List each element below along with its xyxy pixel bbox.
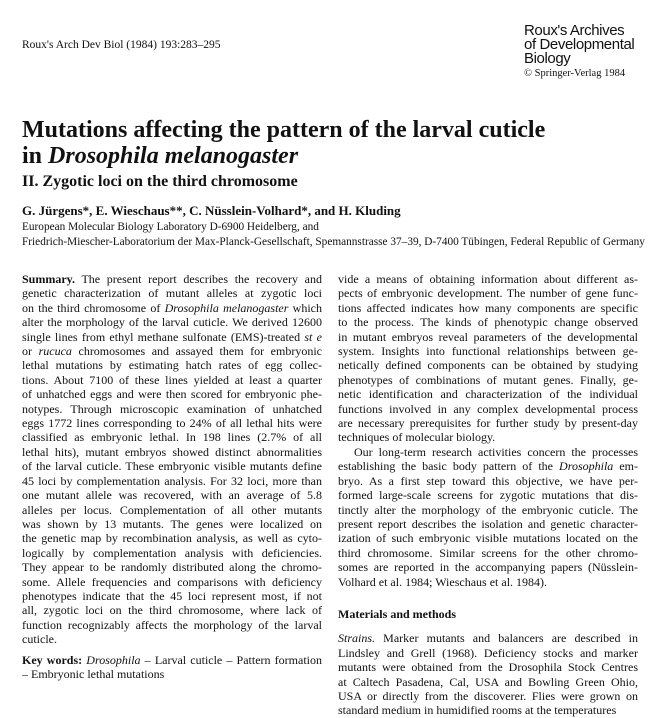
intro-paragraph <box>338 445 638 589</box>
text-line: bryo. As a first step toward this objective, we have per- <box>338 473 638 488</box>
keywords-line <box>22 653 322 667</box>
text-line: at Caltech Pasadena, Cal, USA and Bowling Green Ohio, <box>338 674 638 689</box>
text-line: classified as embryonic lethal. In 198 lines (2.7% of all <box>22 430 322 445</box>
text-line: USA or directly from the discoverer. Flies were grown on <box>338 688 638 703</box>
text-line: lethal hits), mutant embryos showed distinct abnormalities <box>22 444 322 459</box>
text-line: ization of such embryonic visible mutations located on the <box>338 531 638 546</box>
text-line: somes are reported in the accompanying papers (Nüsslein- <box>338 560 638 575</box>
text-line: Strains. Marker mutants and balancers are described in <box>338 631 638 646</box>
intro-paragraph <box>338 272 638 445</box>
text-line: or rucuca chromosomes and assayed them for embryonic <box>22 344 322 359</box>
text-line: lethal mutations by estimating hatch rates of egg collec- <box>22 358 322 373</box>
text-line: alter the morphology of the larval cuticle. We derived 12600 <box>22 315 322 330</box>
title-prefix: in <box>22 143 49 169</box>
text-line: in mutant embryos reveal parameters of the developmental <box>338 329 638 344</box>
text-line: third chromosome. Similar screens for the other chromo- <box>338 545 638 560</box>
text-line: netic identification and characterization of the individual <box>338 387 638 402</box>
text-line: establishing the basic body pattern of the Drosophila em- <box>338 459 638 474</box>
text-line: cuticle. <box>22 632 57 647</box>
journal-name-line: Biology <box>524 50 571 67</box>
paper-subtitle: II. Zygotic loci on the third chromosome <box>22 173 298 190</box>
affiliation-line: Friedrich-Miescher-Laboratorium der Max-Planck-Gesellschaft, Spemannstrasse 37–39, D-7400 Tübingen, Federal Republic of Germany <box>22 236 645 248</box>
text-line: present report describes the isolation and genetic character- <box>338 516 638 531</box>
paragraph-label: Strains. <box>338 631 376 646</box>
strains-paragraph <box>338 631 638 717</box>
text-line: phenotypes indicate that the 45 loci represent most, if not <box>22 588 322 603</box>
text-line: single lines from ethyl methane sulfonate (EMS)-treated st e <box>22 329 322 344</box>
text-line: formed large-scale screens for zygotic mutations that dis- <box>338 488 638 503</box>
text-line: tions affected indicates how many components are specific <box>338 300 638 315</box>
journal-citation: Roux's Arch Dev Biol (1984) 193:283–295 <box>22 39 221 51</box>
journal-name-line: of Developmental <box>524 36 635 53</box>
text-line: phenotypes of combinations of mutant genes. Finally, ge- <box>338 372 638 387</box>
species-name: Drosophila melanogaster <box>48 143 299 169</box>
text-line: all, zygotic loci on the third chromosome, where lack of <box>22 603 322 618</box>
journal-name <box>524 24 654 66</box>
text-line: pects of embryonic development. The number of gene func- <box>338 286 638 301</box>
text-line: one mutant allele was recovered, with an average of 5.8 <box>22 488 322 503</box>
text-line: Summary. The present report describes the recovery and <box>22 272 322 286</box>
text-line: tinctly alter the morphology of the embryonic cuticle. The <box>338 502 638 517</box>
text-line: Lindsley and Grell (1968). Deficiency stocks and marker <box>338 645 638 660</box>
text-line: on the third chromosome of Drosophila melanogaster which <box>22 300 322 315</box>
copyright-notice: © Springer-Verlag 1984 <box>524 68 626 79</box>
paragraph-label: Summary. <box>22 272 76 286</box>
text-line: mutants were obtained from the Drosophila Stock Centres <box>338 660 638 675</box>
text-line: tions. About 7100 of these lines yielded at least a quarter <box>22 372 322 387</box>
text-line: alleles per locus. Complementation of all other mutants <box>22 502 322 517</box>
text-line: Volhard et al. 1984; Wieschaus et al. 1984). <box>338 574 548 589</box>
paper-title <box>22 117 642 169</box>
keywords-label: Key words: <box>22 652 83 667</box>
text-line: standard medium in humidified rooms at the temperatures <box>338 703 617 718</box>
text-line: logically by complementation analysis with deficiencies. <box>22 545 322 560</box>
affiliations <box>22 220 658 250</box>
text-line: to the process. The kinds of phenotypic change observed <box>338 315 638 330</box>
keywords-block <box>22 653 322 682</box>
text-line: the genetic map by recombination analysis, as well as cyto- <box>22 531 322 546</box>
text-line: notypes. Through microscopic examination of unhatched <box>22 401 322 416</box>
text-line: some. Allele frequencies and comparisons with deficiency <box>22 574 322 589</box>
keywords-line: – Embryonic lethal mutations <box>22 666 165 681</box>
summary-paragraph <box>22 272 322 647</box>
journal-name-line: Roux's Archives <box>524 22 625 39</box>
text-line: are necessary prerequisites for further study by present-day <box>338 416 638 431</box>
journal-masthead <box>524 24 654 79</box>
text-line: genetic characterization of mutant alleles at zygotic loci <box>22 286 322 301</box>
text-line: techniques of molecular biology. <box>338 430 496 445</box>
text-line: eggs 1772 lines corresponding to 24% of all lethal hits were <box>22 416 322 431</box>
text-line: They appear to be randomly distributed along the chromo- <box>22 560 322 575</box>
text-line: was shown by 13 mutants. The genes were localized on <box>22 516 322 531</box>
title-line: Mutations affecting the pattern of the larval cuticle <box>22 117 546 143</box>
text-line: function recognizably affects the morphology of the larval <box>22 617 322 632</box>
author-list: G. Jürgens*, E. Wieschaus**, C. Nüsslein-Volhard*, and H. Kluding <box>22 203 401 218</box>
title-line <box>22 143 642 169</box>
section-heading: Materials and methods <box>338 606 456 621</box>
affiliation-line: European Molecular Biology Laboratory D-6900 Heidelberg, and <box>22 221 319 233</box>
keywords-text: Drosophila – Larval cuticle – Pattern formation <box>86 652 322 667</box>
text-line: functions involved in any complex developmental process <box>338 401 638 416</box>
text-line: system. Insights into functional relationships between ge- <box>338 344 638 359</box>
text-line: of the larval cuticle. These embryonic visible mutants define <box>22 459 322 474</box>
right-column <box>338 272 638 718</box>
text-line: vide a means of obtaining information about different as- <box>338 272 638 286</box>
text-line: netically defined components can be obtained by studying <box>338 358 638 373</box>
text-line: of unhatched eggs and were then scored for embryonic phe- <box>22 387 322 402</box>
text-line: 45 loci by complementation analysis. For 32 loci, more than <box>22 473 322 488</box>
text-line: Our long-term research activities concern the processes <box>354 444 638 459</box>
left-column <box>22 272 322 681</box>
